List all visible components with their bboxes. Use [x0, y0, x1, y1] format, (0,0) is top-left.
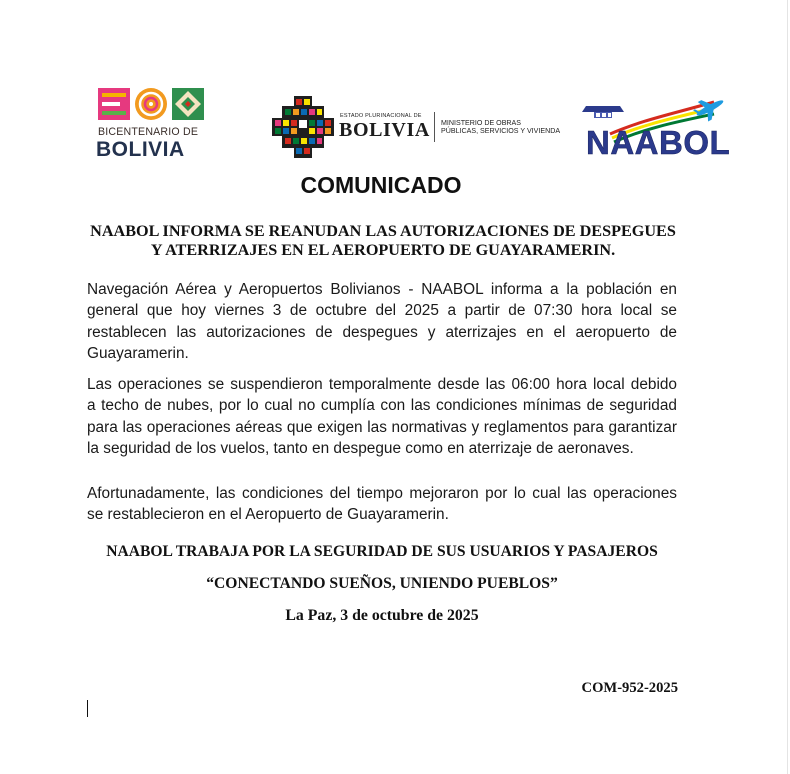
reference-code: COM-952-2025	[581, 680, 678, 696]
bicentenario-logo	[96, 88, 208, 164]
paragraph-2-line-1: Las operaciones se suspendieron temporalmente desde las 06:00 hora local debido	[87, 376, 677, 393]
paragraph-2-line-2: a techo de nubes, por lo cual no cumplía con las condiciones mínimas de seguridad	[87, 397, 677, 415]
ministerio-line-1: MINISTERIO DE OBRAS	[441, 119, 522, 127]
paragraph-3-line-1: Afortunadamente, las condiciones del tiempo mejoraron por lo cual las operaciones	[87, 485, 677, 502]
estado-bolivia-text: BOLIVIA	[339, 119, 430, 141]
bicentenario-subtitle: BICENTENARIO DE	[98, 126, 199, 138]
page-edge	[787, 0, 788, 774]
paragraph-1-line-1: Navegación Aérea y Aeropuertos Bolivianos - NAABOL informa a la población en	[87, 281, 677, 298]
motto-line-1: NAABOL TRABAJA POR LA SEGURIDAD DE SUS USUARIOS Y PASAJEROS	[106, 543, 658, 560]
logo-divider	[434, 112, 435, 142]
document-title: COMUNICADO	[300, 172, 462, 198]
paragraph-1-line-4: Guayaramerin.	[87, 344, 189, 362]
paragraph-3-line-2: se restablecieron en el Aeropuerto de Guayaramerin.	[87, 506, 449, 524]
place-date: La Paz, 3 de octubre de 2025	[285, 607, 479, 624]
paragraph-2-line-4: la seguridad de los vuelos, tanto en despegue como en aterrizaje de aeronaves.	[87, 439, 634, 457]
bicentenario-emblem-icon	[98, 88, 204, 122]
motto-line-2: “CONECTANDO SUEÑOS, UNIENDO PUEBLOS”	[206, 575, 558, 592]
paragraph-2	[87, 374, 677, 459]
chakana-emblem-icon	[272, 96, 334, 158]
paragraph-1	[87, 279, 677, 364]
headline	[88, 222, 678, 260]
text-cursor[interactable]	[87, 700, 88, 717]
headline-line-1: NAABOL INFORMA SE REANUDAN LAS AUTORIZACIONES DE DESPEGUES	[90, 222, 676, 240]
headline-line-2: Y ATERRIZAJES EN EL AEROPUERTO DE GUAYARAMERIN.	[150, 241, 616, 259]
paragraph-1-line-2: general que hoy viernes 3 de octubre del 2025 a partir de 07:30 hora local se	[87, 302, 677, 320]
airplane-icon	[691, 92, 729, 125]
estado-plurinacional-logo	[272, 96, 432, 158]
naabol-wordmark: NAABOL	[586, 124, 731, 161]
paragraph-1-line-3: restablecen las autorizaciones de despegues y aterrizajes en el aeropuerto de	[87, 323, 677, 341]
ministerio-line-2: PÚBLICAS, SERVICIOS Y VIVIENDA	[441, 127, 561, 135]
paragraph-3	[87, 483, 677, 526]
ministerio-text	[441, 119, 591, 135]
naabol-logo	[582, 92, 742, 162]
estado-small-text: ESTADO PLURINACIONAL DE	[340, 113, 422, 119]
bicentenario-title: BOLIVIA	[96, 138, 185, 161]
paragraph-2-line-3: para las operaciones aéreas que exigen las normativas y reglamentos para garantizar	[87, 418, 677, 436]
